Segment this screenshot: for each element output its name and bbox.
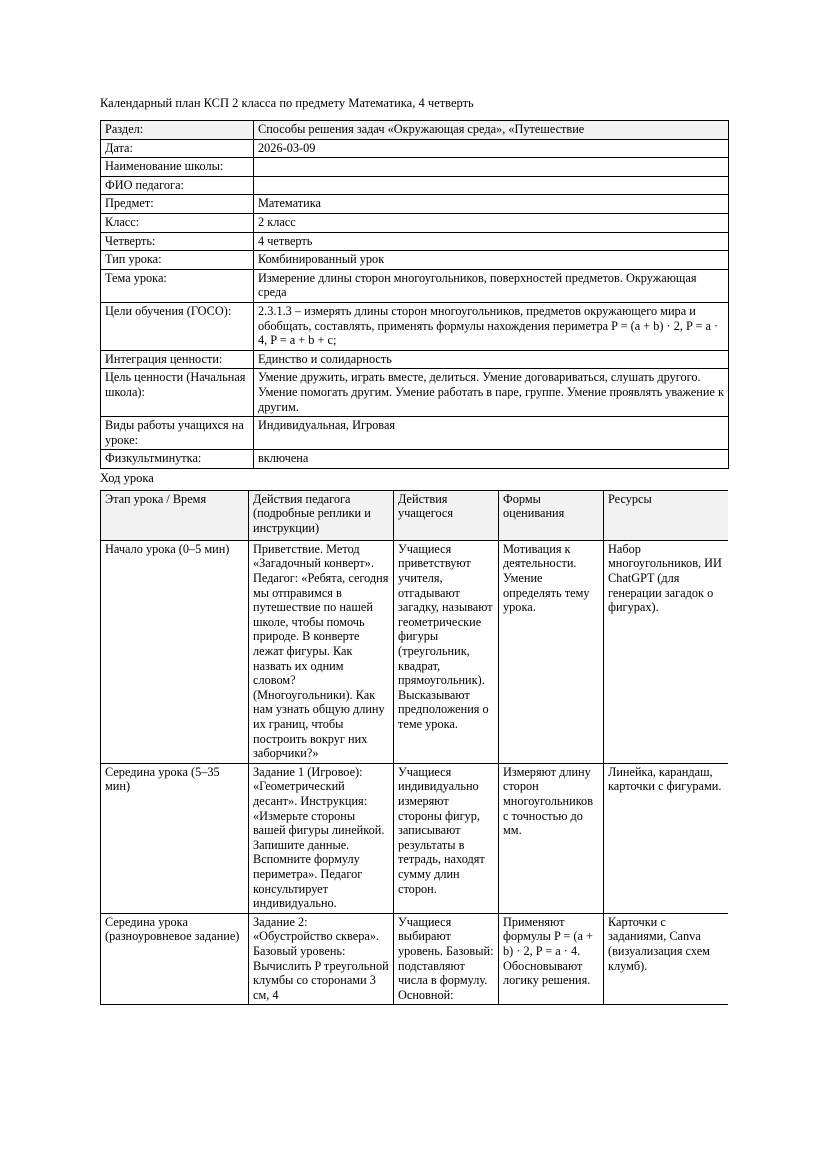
info-row-label: Наименование школы: bbox=[101, 158, 254, 177]
info-row-value: Комбинированный урок bbox=[254, 251, 729, 270]
table-row bbox=[101, 269, 729, 302]
flow-column-header: Ресурсы bbox=[604, 490, 729, 540]
flow-cell-stage: Начало урока (0–5 мин) bbox=[101, 540, 249, 763]
lesson-info-table-body bbox=[101, 121, 729, 469]
table-row bbox=[101, 139, 729, 158]
info-row-value: 2026-03-09 bbox=[254, 139, 729, 158]
info-row-value: 4 четверть bbox=[254, 232, 729, 251]
flow-cell-assessment: Мотивация к деятельности. Умение определять тему урока. bbox=[499, 540, 604, 763]
table-row bbox=[101, 450, 729, 469]
lesson-info-table bbox=[100, 120, 729, 469]
info-row-label: ФИО педагога: bbox=[101, 176, 254, 195]
table-row bbox=[101, 232, 729, 251]
info-row-value: Единство и солидарность bbox=[254, 350, 729, 369]
flow-cell-student-actions: Учащиеся выбирают уровень. Базовый: подставляют числа в формулу. Основной: bbox=[394, 913, 499, 1005]
table-row bbox=[101, 195, 729, 214]
info-row-value: Математика bbox=[254, 195, 729, 214]
lesson-flow-table bbox=[100, 490, 728, 1005]
table-row bbox=[101, 302, 729, 350]
flow-cell-student-actions: Учащиеся приветствуют учителя, отгадывают загадку, называют геометрические фигуры (треугольник, квадрат, прямоугольник). Высказывают предположения о теме урока. bbox=[394, 540, 499, 763]
info-row-label: Раздел: bbox=[101, 121, 254, 140]
info-row-label: Цель ценности (Начальная школа): bbox=[101, 369, 254, 417]
info-row-value: включена bbox=[254, 450, 729, 469]
table-row bbox=[101, 176, 729, 195]
flow-cell-assessment: Применяют формулы P = (a + b) · 2, P = a · 4. Обосновывают логику решения. bbox=[499, 913, 604, 1005]
info-row-label: Интеграция ценности: bbox=[101, 350, 254, 369]
table-row bbox=[101, 417, 729, 450]
info-row-label: Тип урока: bbox=[101, 251, 254, 270]
flow-cell-resources: Набор многоугольников, ИИ ChatGPT (для генерации загадок о фигурах). bbox=[604, 540, 729, 763]
info-row-value: 2 класс bbox=[254, 213, 729, 232]
table-row bbox=[101, 213, 729, 232]
info-row-label: Цели обучения (ГОСО): bbox=[101, 302, 254, 350]
info-row-label: Дата: bbox=[101, 139, 254, 158]
table-row bbox=[101, 540, 729, 763]
table-row bbox=[101, 350, 729, 369]
flow-column-header: Действия учащегося bbox=[394, 490, 499, 540]
info-row-value bbox=[254, 176, 729, 195]
info-row-label: Тема урока: bbox=[101, 269, 254, 302]
info-row-value: Способы решения задач «Окружающая среда», «Путешествие bbox=[254, 121, 729, 140]
info-row-label: Виды работы учащихся на уроке: bbox=[101, 417, 254, 450]
table-row bbox=[101, 369, 729, 417]
flow-cell-stage: Середина урока (разноуровневое задание) bbox=[101, 913, 249, 1005]
info-row-value: Измерение длины сторон многоугольников, поверхностей предметов. Окружающая среда bbox=[254, 269, 729, 302]
flow-cell-teacher-actions: Задание 2: «Обустройство сквера». Базовый уровень: Вычислить P треугольной клумбы со сторонами 3 см, 4 bbox=[249, 913, 394, 1005]
info-row-value: Индивидуальная, Игровая bbox=[254, 417, 729, 450]
flow-cell-resources: Карточки с заданиями, Canva (визуализация схем клумб). bbox=[604, 913, 729, 1005]
flow-cell-stage: Середина урока (5–35 мин) bbox=[101, 763, 249, 913]
info-row-label: Класс: bbox=[101, 213, 254, 232]
flow-cell-student-actions: Учащиеся индивидуально измеряют стороны фигур, записывают результаты в тетрадь, находят сумму длин сторон. bbox=[394, 763, 499, 913]
lesson-flow-heading: Ход урока bbox=[100, 470, 154, 485]
table-row bbox=[101, 121, 729, 140]
flow-cell-assessment: Измеряют длину сторон многоугольников с точностью до мм. bbox=[499, 763, 604, 913]
info-row-value: Умение дружить, играть вместе, делиться. Умение договариваться, слушать другого. Умение помогать другим. Умение работать в паре, группе. Умение проявлять уважение к другим. bbox=[254, 369, 729, 417]
flow-column-header: Этап урока / Время bbox=[101, 490, 249, 540]
flow-cell-teacher-actions: Приветствие. Метод «Загадочный конверт». Педагог: «Ребята, сегодня мы отправимся в путешествие по нашей школе, чтобы помочь природе. В конверте лежат фигуры. Как назвать их одним словом? (Многоугольники). Как нам узнать общую длину их границ, чтобы построить вокруг них заборчики?» bbox=[249, 540, 394, 763]
lesson-flow-clip bbox=[100, 490, 728, 1117]
info-row-label: Предмет: bbox=[101, 195, 254, 214]
flow-cell-teacher-actions: Задание 1 (Игровое): «Геометрический десант». Инструкция: «Измерьте стороны вашей фигуры линейкой. Запишите данные. Вспомните формулу периметра». Педагог консультирует индивидуально. bbox=[249, 763, 394, 913]
table-row bbox=[101, 913, 729, 1005]
lesson-flow-table-head bbox=[101, 490, 729, 540]
lesson-flow-table-body bbox=[101, 540, 729, 1004]
table-row bbox=[101, 763, 729, 913]
page-title: Календарный план КСП 2 класса по предмету Математика, 4 четверть bbox=[100, 96, 474, 110]
info-row-value bbox=[254, 158, 729, 177]
table-header-row bbox=[101, 490, 729, 540]
flow-cell-resources: Линейка, карандаш, карточки с фигурами. bbox=[604, 763, 729, 913]
table-row bbox=[101, 158, 729, 177]
table-row bbox=[101, 251, 729, 270]
flow-column-header: Действия педагога (подробные реплики и инструкции) bbox=[249, 490, 394, 540]
info-row-label: Физкультминутка: bbox=[101, 450, 254, 469]
flow-column-header: Формы оценивания bbox=[499, 490, 604, 540]
info-row-label: Четверть: bbox=[101, 232, 254, 251]
info-row-value: 2.3.1.3 – измерять длины сторон многоугольников, предметов окружающего мира и обобщать, составлять, применять формулы нахождения периметра P = (a + b) · 2, P = a · 4, P = a + b + c; bbox=[254, 302, 729, 350]
